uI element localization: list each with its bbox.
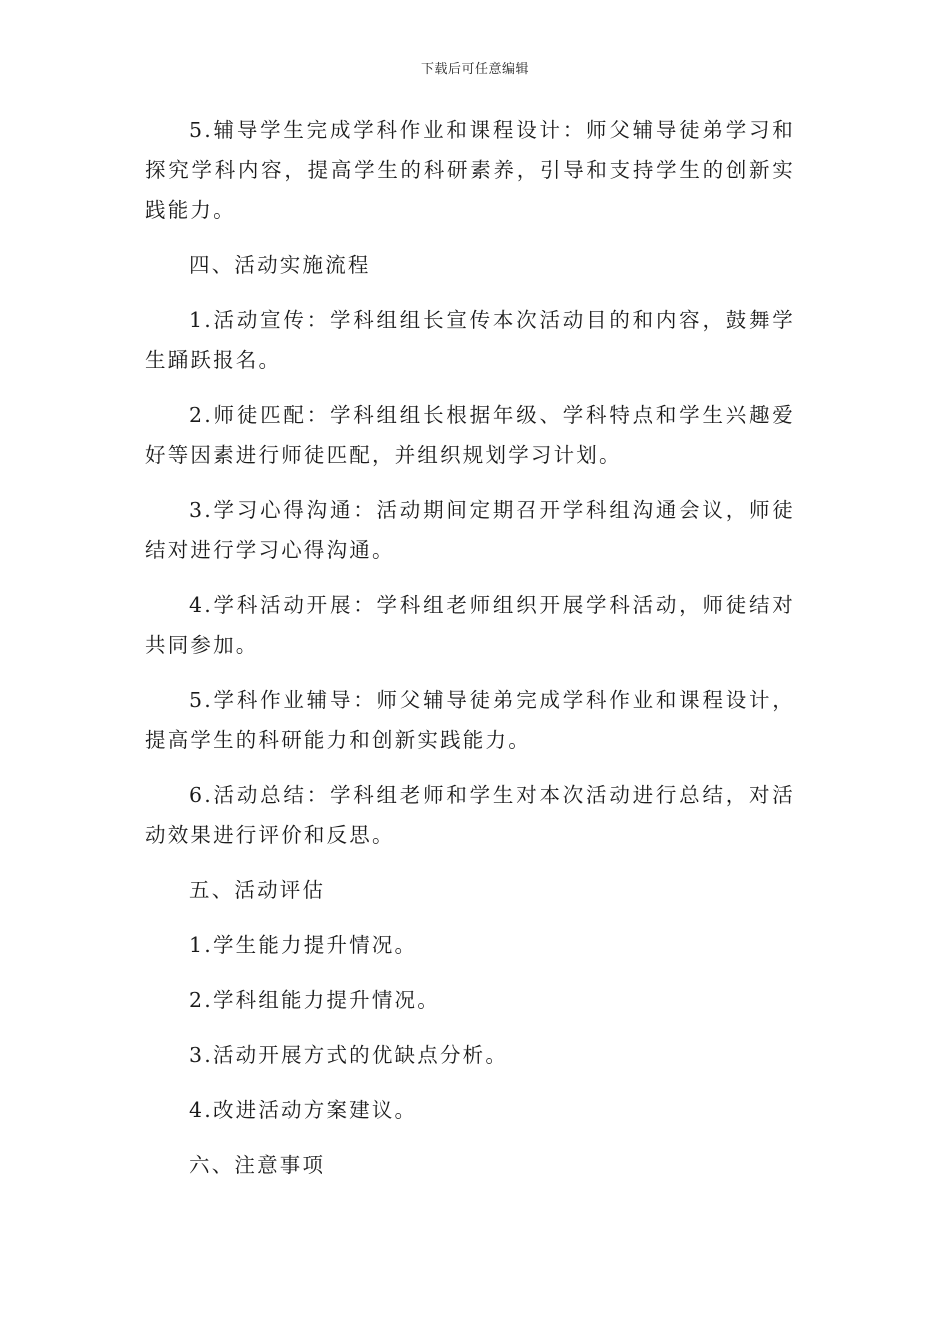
list-item-improvement: 4.改进活动方案建议。 xyxy=(189,1098,418,1122)
paragraph-tutoring-coursework: 5.辅导学生完成学科作业和课程设计：师父辅导徒弟学习和探究学科内容，提高学生的科研素养，引导和支持学生的创新实践能力。 xyxy=(145,118,795,222)
section-heading-implementation: 四、活动实施流程 xyxy=(189,253,371,277)
list-item-matching: 2.师徒匹配：学科组组长根据年级、学科特点和学生兴趣爱好等因素进行师徒匹配，并组织规划学习计划。 xyxy=(145,403,795,467)
list-item-pros-cons: 3.活动开展方式的优缺点分析。 xyxy=(189,1043,509,1067)
document-body xyxy=(145,110,795,1200)
list-item-group-ability: 2.学科组能力提升情况。 xyxy=(189,988,440,1012)
list-item-communication: 3.学习心得沟通：活动期间定期召开学科组沟通会议，师徒结对进行学习心得沟通。 xyxy=(145,498,795,562)
section-heading-evaluation: 五、活动评估 xyxy=(189,878,326,902)
list-item-activities: 4.学科活动开展：学科组老师组织开展学科活动，师徒结对共同参加。 xyxy=(145,593,795,657)
list-item-student-ability: 1.学生能力提升情况。 xyxy=(189,933,418,957)
list-item-summary: 6.活动总结：学科组老师和学生对本次活动进行总结，对活动效果进行评价和反思。 xyxy=(145,783,795,847)
page-header-note: 下载后可任意编辑 xyxy=(420,62,529,77)
list-item-publicity: 1.活动宣传：学科组组长宣传本次活动目的和内容，鼓舞学生踊跃报名。 xyxy=(145,308,795,372)
list-item-homework-tutoring: 5.学科作业辅导：师父辅导徒弟完成学科作业和课程设计，提高学生的科研能力和创新实践能力。 xyxy=(145,688,795,752)
section-heading-notes: 六、注意事项 xyxy=(189,1153,326,1177)
